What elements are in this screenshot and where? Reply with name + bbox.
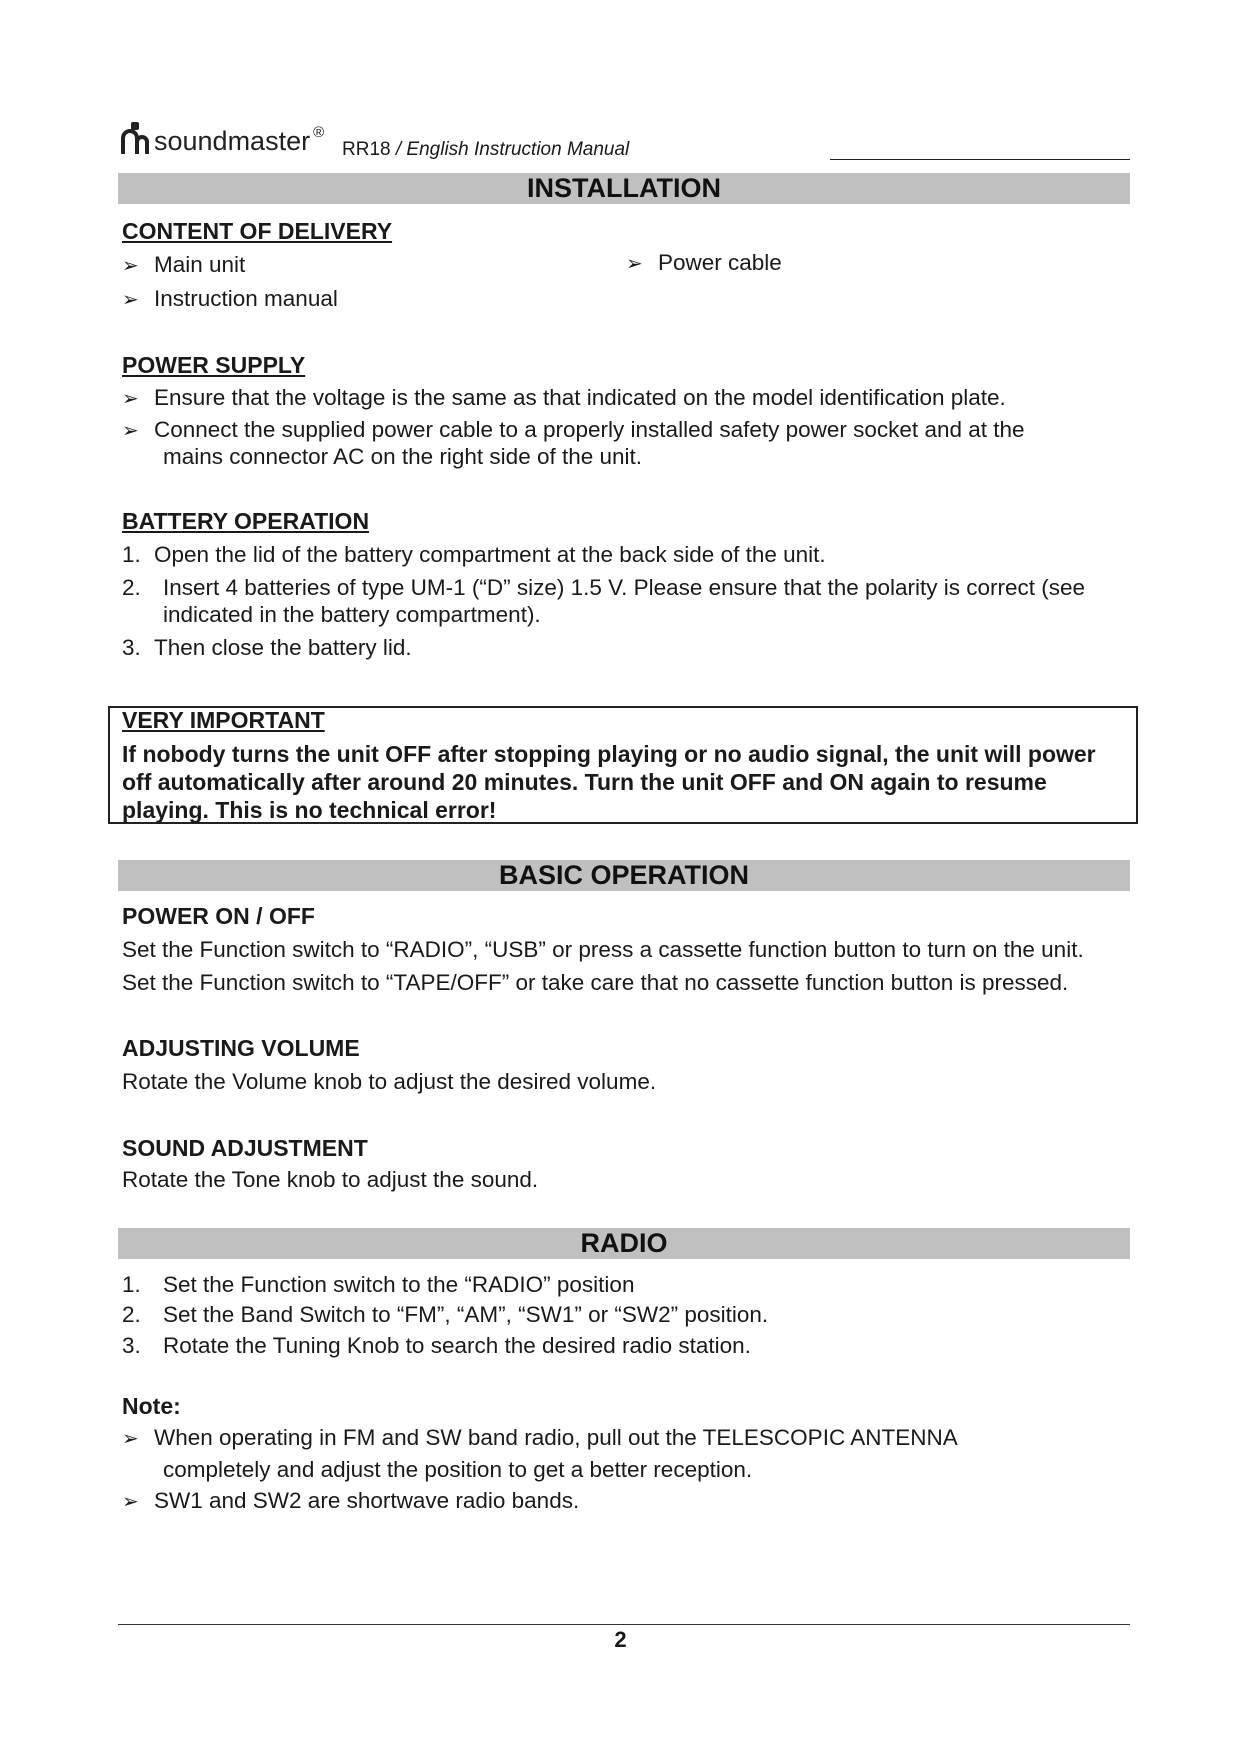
separator: /: [390, 139, 407, 160]
registered-mark: ®: [313, 124, 325, 141]
arrow-bullet-icon: ➢: [122, 420, 139, 442]
manual-title: English Instruction Manual: [406, 139, 630, 160]
arrow-bullet-icon: ➢: [122, 1428, 139, 1450]
list-item: ➢ When operating in FM and SW band radio, pull out the TELESCOPIC ANTENNA: [122, 1425, 958, 1450]
page-number: 2: [614, 1627, 627, 1652]
arrow-bullet-icon: ➢: [122, 255, 139, 277]
list-item: ➢ Ensure that the voltage is the same as that indicated on the model identification plate.: [122, 385, 1006, 410]
list-item-continuation: mains connector AC on the right side of the unit.: [163, 444, 643, 469]
important-text-line: If nobody turns the unit OFF after stopping playing or no audio signal, the unit will power: [122, 741, 1096, 767]
list-item: 1. Open the lid of the battery compartment at the back side of the unit.: [122, 542, 826, 567]
list-item-continuation: indicated in the battery compartment).: [163, 602, 541, 627]
list-item: 1. Set the Function switch to the “RADIO” position: [122, 1272, 635, 1297]
arrow-bullet-icon: ➢: [626, 253, 643, 275]
heading-content-of-delivery: CONTENT OF DELIVERY: [122, 218, 393, 244]
heading-sound-adjustment: SOUND ADJUSTMENT: [122, 1135, 368, 1161]
model-number: RR18: [342, 139, 391, 160]
heading-adjusting-volume: ADJUSTING VOLUME: [122, 1035, 360, 1061]
list-item: ➢ SW1 and SW2 are shortwave radio bands.: [122, 1488, 580, 1513]
arrow-bullet-icon: ➢: [122, 289, 139, 311]
brand-logo: [120, 120, 324, 156]
header-rule: [830, 159, 1130, 160]
list-item: 3. Rotate the Tuning Knob to search the desired radio station.: [122, 1333, 751, 1358]
list-item: ➢ Connect the supplied power cable to a properly installed safety power socket and at the: [122, 417, 1025, 442]
heading-battery-operation: BATTERY OPERATION: [122, 508, 370, 534]
important-text-line: off automatically after around 20 minutes. Turn the unit OFF and ON again to resume: [122, 769, 1047, 795]
body-text: Rotate the Tone knob to adjust the sound.: [122, 1167, 539, 1192]
brand-name: soundmaster ®: [154, 124, 325, 156]
list-item: 3. Then close the battery lid.: [122, 635, 412, 660]
heading-very-important: VERY IMPORTANT: [122, 707, 325, 733]
body-text: Set the Function switch to “RADIO”, “USB” or press a cassette function button to turn on the unit.: [122, 937, 1084, 962]
list-item: ➢ Main unit: [122, 252, 246, 277]
body-text: Rotate the Volume knob to adjust the desired volume.: [122, 1069, 657, 1094]
list-item: 2. Set the Band Switch to “FM”, “AM”, “SW1” or “SW2” position.: [122, 1302, 769, 1327]
page-header: [120, 120, 1130, 160]
section-band-installation: INSTALLATION: [118, 173, 1130, 204]
arrow-bullet-icon: ➢: [122, 388, 139, 410]
document-title: [342, 139, 629, 161]
section-band-radio: RADIO: [118, 1228, 1130, 1259]
heading-power-supply: POWER SUPPLY: [122, 352, 306, 378]
important-text-line: playing. This is no technical error!: [122, 797, 497, 823]
section-band-basic-operation: BASIC OPERATION: [118, 860, 1130, 891]
arrow-bullet-icon: ➢: [122, 1491, 139, 1513]
soundmaster-logo-icon: [120, 120, 150, 156]
heading-note: Note:: [122, 1393, 181, 1419]
body-text: Set the Function switch to “TAPE/OFF” or take care that no cassette function button is pressed.: [122, 970, 1069, 995]
footer-rule: [118, 1624, 1130, 1625]
list-item: 2. Insert 4 batteries of type UM-1 (“D” size) 1.5 V. Please ensure that the polarity is correct (see: [122, 575, 1086, 600]
list-item: ➢ Instruction manual: [122, 286, 338, 311]
list-item: ➢ Power cable: [626, 250, 782, 275]
heading-power-on-off: POWER ON / OFF: [122, 903, 315, 929]
list-item-continuation: completely and adjust the position to get a better reception.: [163, 1457, 753, 1482]
